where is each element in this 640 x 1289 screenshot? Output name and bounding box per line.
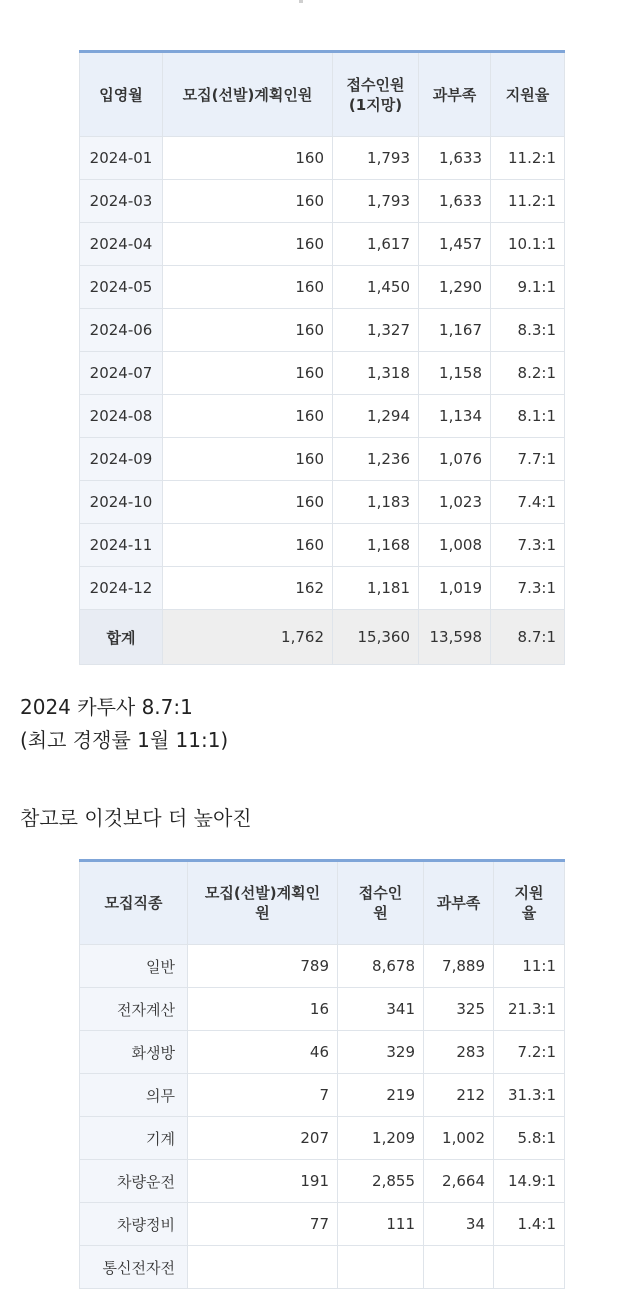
cell-month: 2024-09 [80, 438, 163, 481]
monthly-application-table [79, 50, 565, 665]
cell-month: 2024-11 [80, 524, 163, 567]
cell-rate: 11.2:1 [491, 137, 565, 180]
cell-rate [494, 1246, 565, 1289]
cell-rate: 14.9:1 [494, 1160, 565, 1203]
cell-applicants: 2,855 [338, 1160, 424, 1203]
header-surplus: 과부족 [424, 861, 494, 945]
cell-planned: 162 [163, 567, 333, 610]
table-row [80, 1074, 565, 1117]
cell-applicants: 341 [338, 988, 424, 1031]
cell-applicants: 1,236 [333, 438, 419, 481]
table-row [80, 395, 565, 438]
table-row [80, 524, 565, 567]
header-planned: 모집(선발)계획인 원 [188, 861, 338, 945]
cell-planned: 16 [188, 988, 338, 1031]
table-row [80, 567, 565, 610]
header-month: 입영월 [80, 52, 163, 137]
cell-surplus: 1,167 [419, 309, 491, 352]
cell-month: 2024-05 [80, 266, 163, 309]
table-row [80, 137, 565, 180]
cell-surplus: 283 [424, 1031, 494, 1074]
cell-applicants: 8,678 [338, 945, 424, 988]
table-row [80, 309, 565, 352]
header-rate: 지원율 [491, 52, 565, 137]
cell-surplus: 1,019 [419, 567, 491, 610]
summary-line-2: (최고 경쟁률 1월 11:1) [20, 728, 229, 752]
cell-planned: 7 [188, 1074, 338, 1117]
table-row [80, 352, 565, 395]
cell-category: 차량운전 [80, 1160, 188, 1203]
cell-surplus: 1,457 [419, 223, 491, 266]
cell-applicants: 1,183 [333, 481, 419, 524]
cell-planned [188, 1246, 338, 1289]
cell-category: 화생방 [80, 1031, 188, 1074]
note-text: 참고로 이것보다 더 높아진 [20, 806, 252, 830]
cell-applicants: 1,617 [333, 223, 419, 266]
cell-applicants: 1,318 [333, 352, 419, 395]
cell-rate: 11.2:1 [491, 180, 565, 223]
cell-surplus: 1,290 [419, 266, 491, 309]
table-row [80, 1203, 565, 1246]
cell-planned: 160 [163, 223, 333, 266]
cell-rate: 10.1:1 [491, 223, 565, 266]
cell-category: 기계 [80, 1117, 188, 1160]
cell-rate: 1.4:1 [494, 1203, 565, 1246]
cell-planned: 77 [188, 1203, 338, 1246]
cell-surplus: 1,008 [419, 524, 491, 567]
table-row [80, 438, 565, 481]
job-category-table [79, 859, 565, 1289]
cell-rate: 9.1:1 [491, 266, 565, 309]
cell-rate: 7.3:1 [491, 567, 565, 610]
cell-applicants: 1,327 [333, 309, 419, 352]
cell-category: 일반 [80, 945, 188, 988]
cell-planned: 160 [163, 481, 333, 524]
cell-rate: 7.2:1 [494, 1031, 565, 1074]
cell-month: 2024-01 [80, 137, 163, 180]
summary-line-1: 2024 카투사 8.7:1 [20, 695, 193, 719]
cell-category: 전자계산 [80, 988, 188, 1031]
total-applicants: 15,360 [333, 610, 419, 665]
cell-applicants: 1,450 [333, 266, 419, 309]
cell-surplus: 1,023 [419, 481, 491, 524]
cell-month: 2024-08 [80, 395, 163, 438]
cell-applicants: 111 [338, 1203, 424, 1246]
cell-applicants: 1,793 [333, 180, 419, 223]
cell-month: 2024-03 [80, 180, 163, 223]
table-row [80, 1117, 565, 1160]
table-header-row [80, 52, 565, 137]
header-applicants: 접수인원 (1지망) [333, 52, 419, 137]
cell-planned: 191 [188, 1160, 338, 1203]
cell-surplus [424, 1246, 494, 1289]
cell-rate: 7.4:1 [491, 481, 565, 524]
cell-applicants: 1,181 [333, 567, 419, 610]
header-planned: 모집(선발)계획인원 [163, 52, 333, 137]
cell-surplus: 7,889 [424, 945, 494, 988]
cell-planned: 160 [163, 137, 333, 180]
cell-surplus: 2,664 [424, 1160, 494, 1203]
cell-surplus: 1,633 [419, 137, 491, 180]
cell-planned: 207 [188, 1117, 338, 1160]
header-category: 모집직종 [80, 861, 188, 945]
cell-applicants [338, 1246, 424, 1289]
cell-applicants: 219 [338, 1074, 424, 1117]
cell-surplus: 1,134 [419, 395, 491, 438]
table-row [80, 180, 565, 223]
cell-planned: 160 [163, 352, 333, 395]
cell-applicants: 1,793 [333, 137, 419, 180]
table-row [80, 1246, 565, 1289]
cell-rate: 8.1:1 [491, 395, 565, 438]
cell-applicants: 1,209 [338, 1117, 424, 1160]
cell-rate: 8.2:1 [491, 352, 565, 395]
cell-rate: 11:1 [494, 945, 565, 988]
total-label: 합계 [80, 610, 163, 665]
cell-rate: 7.3:1 [491, 524, 565, 567]
total-rate: 8.7:1 [491, 610, 565, 665]
cell-category: 통신전자전 [80, 1246, 188, 1289]
cell-planned: 160 [163, 309, 333, 352]
cell-surplus: 34 [424, 1203, 494, 1246]
cell-rate: 21.3:1 [494, 988, 565, 1031]
cell-category: 의무 [80, 1074, 188, 1117]
cell-planned: 160 [163, 524, 333, 567]
table-row [80, 266, 565, 309]
total-row [80, 610, 565, 665]
cell-planned: 160 [163, 180, 333, 223]
cell-rate: 5.8:1 [494, 1117, 565, 1160]
cell-month: 2024-04 [80, 223, 163, 266]
cell-planned: 789 [188, 945, 338, 988]
table-row [80, 988, 565, 1031]
cell-surplus: 1,633 [419, 180, 491, 223]
table-header-row [80, 861, 565, 945]
cell-rate: 7.7:1 [491, 438, 565, 481]
total-surplus: 13,598 [419, 610, 491, 665]
cell-planned: 160 [163, 438, 333, 481]
total-planned: 1,762 [163, 610, 333, 665]
header-rate: 지원 율 [494, 861, 565, 945]
cell-rate: 8.3:1 [491, 309, 565, 352]
cell-month: 2024-06 [80, 309, 163, 352]
summary-text [20, 691, 228, 757]
table-row [80, 1160, 565, 1203]
cell-month: 2024-12 [80, 567, 163, 610]
cell-category: 차량정비 [80, 1203, 188, 1246]
cell-surplus: 1,002 [424, 1117, 494, 1160]
cell-applicants: 329 [338, 1031, 424, 1074]
cell-planned: 160 [163, 395, 333, 438]
cell-surplus: 1,076 [419, 438, 491, 481]
cell-applicants: 1,168 [333, 524, 419, 567]
table-row [80, 1031, 565, 1074]
cell-planned: 160 [163, 266, 333, 309]
table-row [80, 481, 565, 524]
cell-surplus: 212 [424, 1074, 494, 1117]
cell-planned: 46 [188, 1031, 338, 1074]
cell-month: 2024-10 [80, 481, 163, 524]
cell-surplus: 325 [424, 988, 494, 1031]
cell-rate: 31.3:1 [494, 1074, 565, 1117]
cell-surplus: 1,158 [419, 352, 491, 395]
cell-applicants: 1,294 [333, 395, 419, 438]
table-row [80, 945, 565, 988]
table-row [80, 223, 565, 266]
top-fragment [299, 0, 303, 3]
cell-month: 2024-07 [80, 352, 163, 395]
header-applicants: 접수인 원 [338, 861, 424, 945]
header-surplus: 과부족 [419, 52, 491, 137]
